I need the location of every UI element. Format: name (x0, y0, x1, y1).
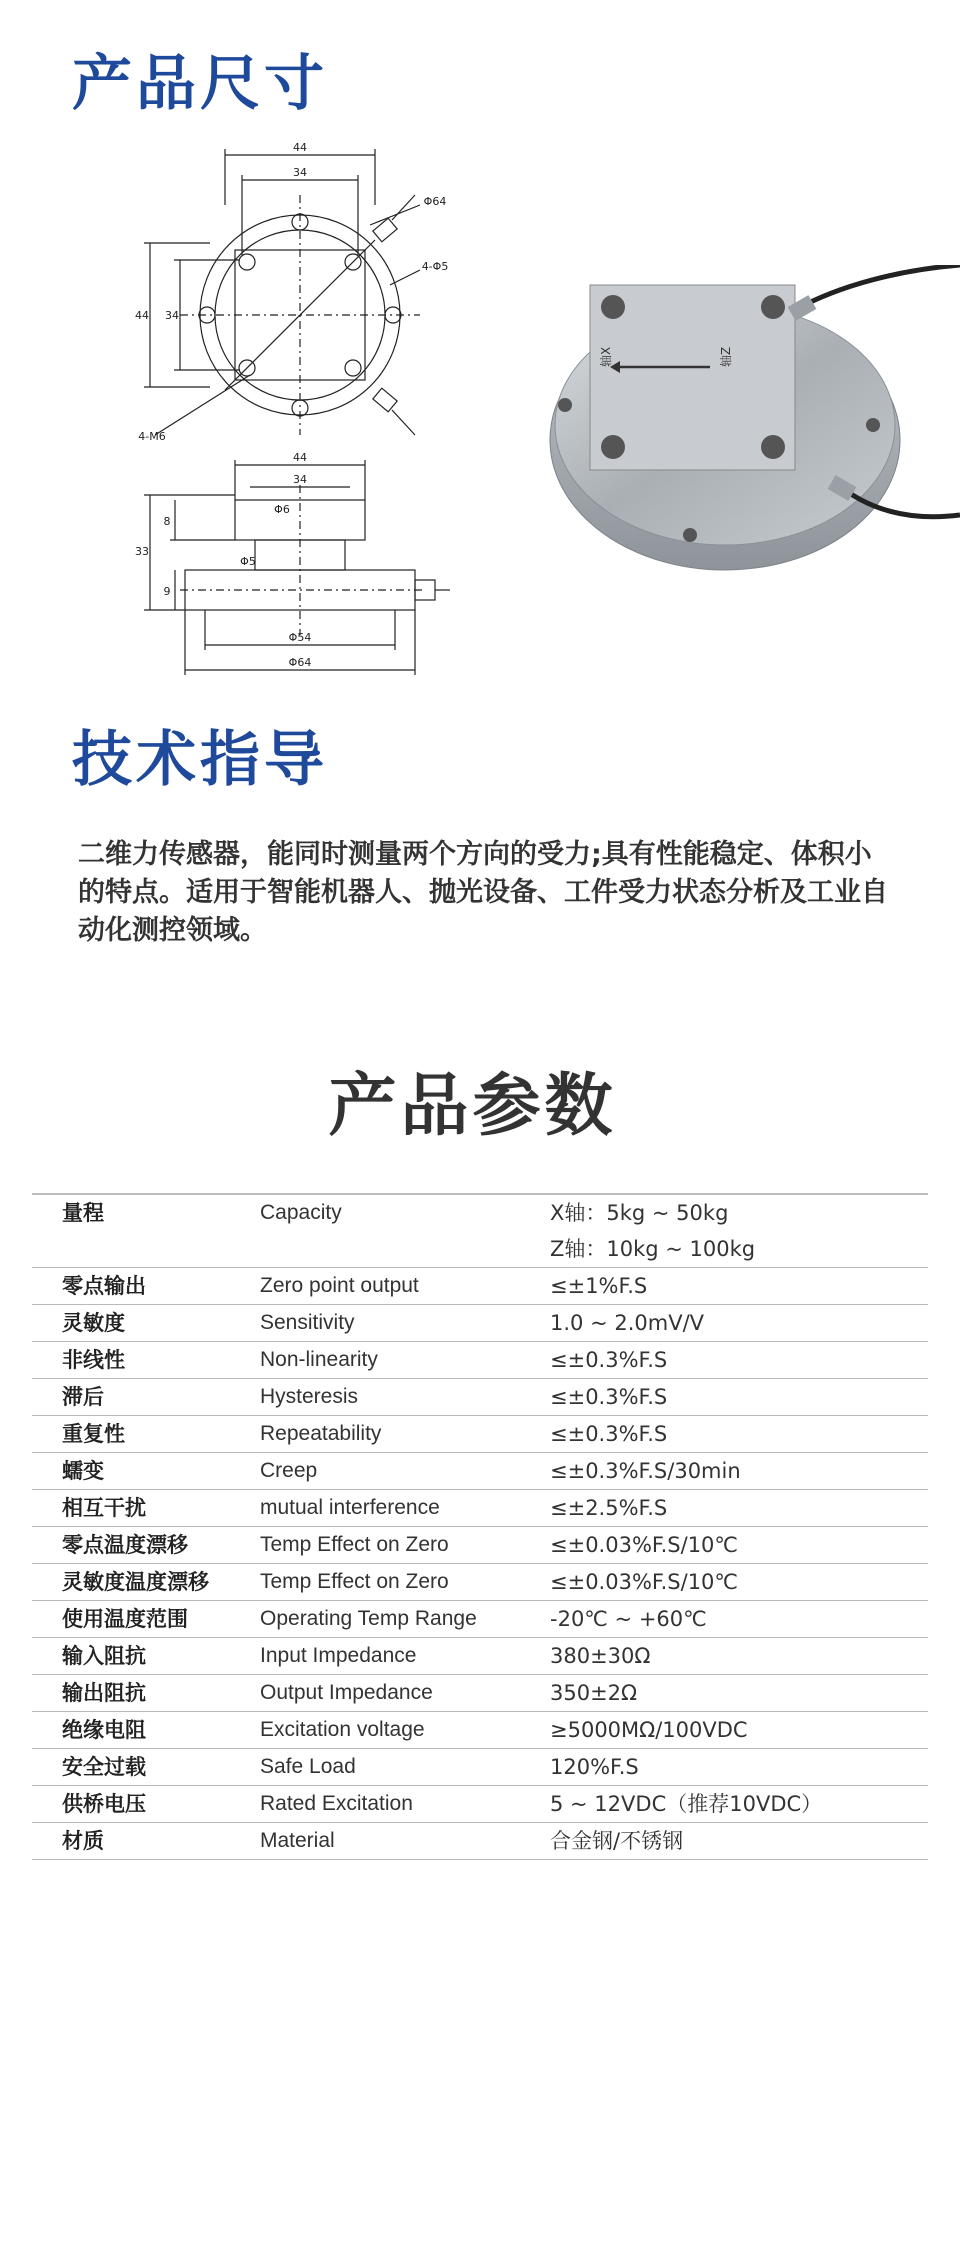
param-name-en: Non-linearity (260, 1348, 378, 1371)
param-name-en: Hysteresis (260, 1385, 359, 1408)
photo-label-z: 轴Z (719, 346, 733, 367)
dim-label: 33 (135, 545, 149, 558)
table-row (32, 1416, 928, 1453)
param-value-line: Z轴：10kg ~ 100kg (550, 1237, 756, 1261)
table-row (32, 1564, 928, 1601)
intro-paragraph: 二维力传感器，能同时测量两个方向的受力;具有性能稳定、体积小的特点。适用于智能机器人、抛光设备、工件受力状态分析及工业自动化测控领域。 (78, 839, 888, 946)
param-value (550, 1675, 928, 1711)
param-name-cn: 重复性 (62, 1422, 125, 1446)
dim-label: 44 (293, 451, 307, 464)
table-row (32, 1342, 928, 1379)
param-value-line: ≤±0.3%F.S (550, 1422, 668, 1446)
param-value-line: ≤±0.3%F.S (550, 1385, 668, 1409)
param-value-line: ≤±0.3%F.S/30min (550, 1459, 741, 1483)
dim-label: 8 (163, 515, 171, 528)
param-value-line: 1.0 ~ 2.0mV/V (550, 1311, 705, 1335)
param-name-en: Sensitivity (260, 1311, 355, 1334)
param-value-line: 350±2Ω (550, 1681, 638, 1705)
dim-label: Φ64 (288, 656, 312, 669)
dim-label: 9 (163, 585, 171, 598)
param-value (550, 1749, 928, 1785)
param-value (550, 1416, 928, 1452)
param-name-en: Zero point output (260, 1274, 419, 1297)
param-value (550, 1305, 928, 1341)
table-row (32, 1675, 928, 1712)
product-photo (540, 265, 960, 605)
param-name-en: mutual interference (260, 1496, 440, 1519)
dim-label: Φ5 (240, 555, 256, 568)
param-name-cn: 零点温度漂移 (62, 1533, 188, 1557)
param-name-cn: 灵敏度 (62, 1311, 125, 1335)
param-name-cn: 绝缘电阻 (62, 1718, 146, 1742)
param-value-line: ≥5000MΩ/100VDC (550, 1718, 748, 1742)
param-value (550, 1268, 928, 1304)
param-value (550, 1712, 928, 1748)
table-row (32, 1712, 928, 1749)
photo-label-x: 轴X (599, 346, 613, 367)
param-value-line: 5 ~ 12VDC（推荐10VDC） (550, 1792, 823, 1816)
param-name-en: Temp Effect on Zero (260, 1533, 449, 1556)
param-name-en: Creep (260, 1459, 318, 1482)
param-value-line: 380±30Ω (550, 1644, 651, 1668)
table-row (32, 1379, 928, 1416)
param-value (550, 1786, 928, 1822)
param-name-cn: 输入阻抗 (62, 1644, 146, 1668)
param-name-cn: 零点输出 (62, 1274, 146, 1298)
param-value (550, 1453, 928, 1489)
param-value (550, 1823, 928, 1859)
param-name-en: Rated Excitation (260, 1792, 413, 1815)
param-name-en: Material (260, 1829, 335, 1852)
param-value-line: 合金钢/不锈钢 (550, 1829, 684, 1853)
param-name-cn: 蠕变 (62, 1459, 104, 1483)
table-row (32, 1601, 928, 1638)
param-value-line: ≤±0.3%F.S (550, 1348, 668, 1372)
dim-label: 34 (165, 309, 179, 322)
param-name-cn: 供桥电压 (62, 1792, 146, 1816)
param-name-en: Excitation voltage (260, 1718, 425, 1741)
table-row (32, 1786, 928, 1823)
param-name-en: Input Impedance (260, 1644, 417, 1667)
section-title-params: 产品参数 (328, 1067, 617, 1146)
param-name-cn: 灵敏度温度漂移 (62, 1570, 209, 1594)
section-title-tech: 技术指导 (72, 725, 328, 795)
param-name-en: Safe Load (260, 1755, 356, 1778)
param-name-en: Capacity (260, 1201, 342, 1224)
table-row (32, 1305, 928, 1342)
param-name-cn: 安全过载 (62, 1755, 146, 1779)
dim-label: 4-Φ5 (421, 260, 449, 273)
param-value (550, 1527, 928, 1563)
table-row (32, 1638, 928, 1675)
param-value (550, 1638, 928, 1674)
param-value (550, 1564, 928, 1600)
param-name-en: Operating Temp Range (260, 1607, 477, 1630)
dim-label: Φ54 (288, 631, 312, 644)
param-name-en: Temp Effect on Zero (260, 1570, 449, 1593)
param-value-line: ≤±1%F.S (550, 1274, 648, 1298)
param-name-en: Repeatability (260, 1422, 382, 1445)
param-name-cn: 输出阻抗 (62, 1681, 146, 1705)
params-table (32, 1193, 928, 1860)
dim-label: 4-M6 (138, 430, 166, 443)
param-value (550, 1195, 928, 1267)
param-value (550, 1379, 928, 1415)
param-value (550, 1601, 928, 1637)
dim-label: Φ64 (423, 195, 447, 208)
param-value-line: ≤±2.5%F.S (550, 1496, 668, 1520)
dimension-drawing (130, 135, 460, 695)
param-value-line: X轴：5kg ~ 50kg (550, 1201, 729, 1225)
dim-label: 44 (135, 309, 149, 322)
table-row (32, 1490, 928, 1527)
dim-label: Φ6 (274, 503, 290, 516)
param-name-cn: 非线性 (62, 1348, 125, 1372)
param-name-cn: 使用温度范围 (62, 1607, 188, 1631)
dim-label: 34 (293, 473, 307, 486)
table-row (32, 1749, 928, 1786)
table-row (32, 1823, 928, 1860)
param-value-line: 120%F.S (550, 1755, 639, 1779)
param-name-cn: 量程 (62, 1201, 104, 1225)
table-row (32, 1453, 928, 1490)
section-title-dimensions: 产品尺寸 (72, 49, 328, 119)
dim-label: 44 (293, 141, 307, 154)
param-name-cn: 材质 (62, 1829, 104, 1853)
param-value-line: ≤±0.03%F.S/10℃ (550, 1570, 738, 1594)
param-name-cn: 滞后 (62, 1385, 104, 1409)
table-row (32, 1195, 928, 1268)
param-name-cn: 相互干扰 (62, 1496, 146, 1520)
param-value (550, 1490, 928, 1526)
param-value-line: -20℃ ~ +60℃ (550, 1607, 707, 1631)
table-row (32, 1527, 928, 1564)
param-name-en: Output Impedance (260, 1681, 433, 1704)
table-row (32, 1268, 928, 1305)
param-value (550, 1342, 928, 1378)
dim-label: 34 (293, 166, 307, 179)
param-value-line: ≤±0.03%F.S/10℃ (550, 1533, 738, 1557)
